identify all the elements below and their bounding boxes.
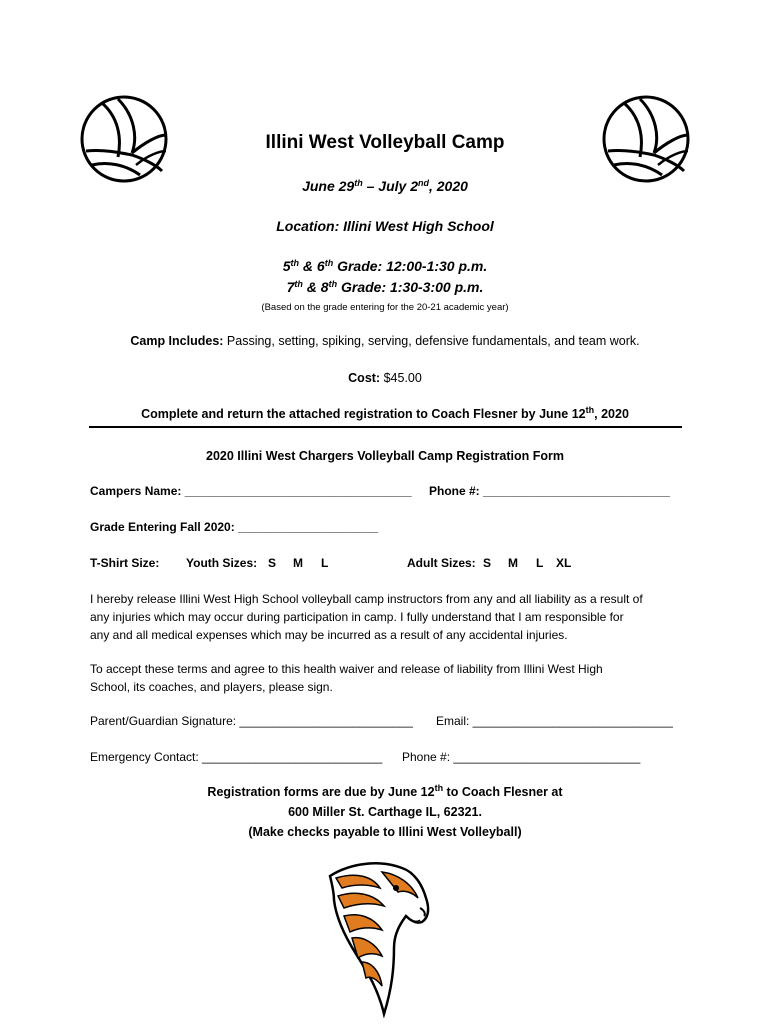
grade-note: (Based on the grade entering for the 20-21 academic year): [261, 302, 509, 313]
camp-includes: Camp Includes: Passing, setting, spiking, serving, defensive fundamentals, and team work.: [130, 334, 640, 348]
charger-horse-logo: [322, 858, 434, 1018]
accept-paragraph: [90, 660, 690, 696]
signature-field[interactable]: Parent/Guardian Signature: __________________________: [90, 714, 413, 728]
email-field[interactable]: Email: ______________________________: [436, 714, 673, 728]
campers-name-field[interactable]: Campers Name: __________________________________: [90, 484, 412, 498]
divider-line: [89, 426, 682, 428]
camp-location: Location: Illini West High School: [276, 218, 494, 234]
due-note: Registration forms are due by June 12th to Coach Flesner at: [207, 783, 563, 799]
emergency-phone-field[interactable]: Phone #: ____________________________: [402, 750, 641, 764]
release-paragraph: [90, 590, 690, 644]
youth-size-m[interactable]: M: [293, 556, 303, 570]
mailing-address: 600 Miller St. Carthage IL, 62321.: [288, 805, 482, 819]
adult-sizes-label: Adult Sizes:: [407, 556, 476, 570]
grade-entering-field[interactable]: Grade Entering Fall 2020: _____________________: [90, 520, 379, 534]
youth-sizes-label: Youth Sizes:: [186, 556, 258, 570]
page-title: Illini West Volleyball Camp: [265, 132, 505, 153]
tshirt-size-label: T-Shirt Size:: [90, 556, 160, 570]
adult-size-m[interactable]: M: [508, 556, 518, 570]
camp-dates: June 29th – July 2nd, 2020: [302, 178, 468, 194]
youth-size-l[interactable]: L: [321, 556, 329, 570]
checks-note: (Make checks payable to Illini West Volleyball): [248, 825, 522, 839]
grade-78-time: 7th & 8th Grade: 1:30-3:00 p.m.: [286, 279, 484, 295]
return-note: Complete and return the attached registration to Coach Flesner by June 12th, 2020: [141, 405, 629, 421]
form-title: 2020 Illini West Chargers Volleyball Camp Registration Form: [206, 449, 564, 463]
youth-size-s[interactable]: S: [268, 556, 277, 570]
camp-cost: Cost: $45.00: [348, 371, 422, 385]
release-line: any and all medical expenses which may be incurred as a result of any accidental injuries.: [90, 628, 568, 642]
release-line: any injuries which may occur during participation in camp. I fully understand that I am responsible for: [90, 610, 624, 624]
grade-56-time: 5th & 6th Grade: 12:00-1:30 p.m.: [282, 258, 488, 274]
accept-line: To accept these terms and agree to this health waiver and release of liability from Illini West High: [90, 662, 603, 676]
adult-size-xl[interactable]: XL: [556, 556, 572, 570]
adult-size-s[interactable]: S: [483, 556, 492, 570]
phone-field[interactable]: Phone #: ____________________________: [429, 484, 670, 498]
emergency-contact-field[interactable]: Emergency Contact: ___________________________: [90, 750, 383, 764]
release-line: I hereby release Illini West High School volleyball camp instructors from any and all liability as a result of: [90, 592, 643, 606]
adult-size-l[interactable]: L: [536, 556, 544, 570]
accept-line: School, its coaches, and players, please sign.: [90, 680, 333, 694]
